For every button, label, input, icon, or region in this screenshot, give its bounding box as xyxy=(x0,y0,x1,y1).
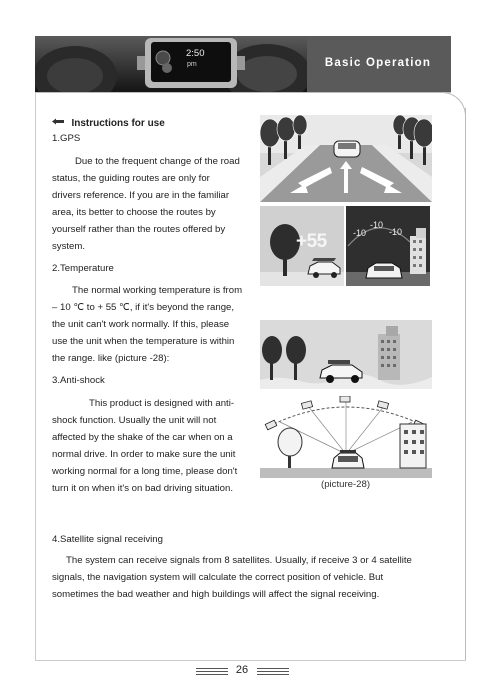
temperature-line-4: use the unit when the temperature is within xyxy=(52,336,235,347)
gps-line-6: system. xyxy=(52,241,86,252)
antishock-line-1: This product is designed with anti- xyxy=(89,398,235,409)
frame-right-line xyxy=(465,108,466,660)
temperature-line-1: The normal working temperature is from xyxy=(72,285,243,296)
gps-line-3: drivers reference. If you are in the familiar xyxy=(52,190,230,201)
temperature-line-5: the range. like (picture -28): xyxy=(52,353,170,364)
satellite-heading: 4.Satellite signal receiving xyxy=(52,534,163,545)
section-title-text: Instructions for use xyxy=(71,118,165,129)
gps-line-1: Due to the frequent change of the road xyxy=(75,156,240,167)
satellite-line-3: sometimes the bad weather and high buildings will affect the signal receiving. xyxy=(52,589,380,600)
temperature-heading: 2.Temperature xyxy=(52,263,114,274)
header-dashboard-photo xyxy=(35,36,307,92)
antishock-line-5: working normal for a long time, please don't xyxy=(52,466,238,477)
page-number: 26 xyxy=(235,664,249,676)
footer-rule-left xyxy=(196,668,228,675)
gps-paragraph xyxy=(52,153,249,255)
temperature-line-2: – 10 ℃ to + 55 ℃, if it's beyond the range, xyxy=(52,302,235,313)
temperature-cold-illustration xyxy=(346,206,430,286)
temperature-cold-value-1: -10 xyxy=(353,228,367,238)
satellite-line-2: signals, the navigation system will calculate the correct position of vehicle. But xyxy=(52,572,384,583)
antishock-heading: 3.Anti-shock xyxy=(52,375,105,386)
header-screen-time: 2:50 xyxy=(186,48,205,59)
temperature-paragraph xyxy=(52,282,249,367)
frame-bottom-line xyxy=(35,660,466,661)
page-title: Basic Operation xyxy=(324,57,432,69)
antishock-line-3: affected by the shake of the car when on a xyxy=(52,432,233,443)
gps-heading: 1.GPS xyxy=(52,133,81,144)
footer-rule-right xyxy=(257,668,289,675)
temperature-line-3: the unit can't work normally. If this, please xyxy=(52,319,230,330)
figure-caption: (picture-28) xyxy=(321,479,371,490)
header-screen-ampm: pm xyxy=(187,61,197,68)
antishock-line-2: shock function. Usually the unit will not xyxy=(52,415,217,426)
gps-line-4: area, its better to choose the routes by xyxy=(52,207,216,218)
frame-left-line xyxy=(35,92,36,660)
temperature-cold-value-3: -10 xyxy=(389,227,403,237)
temperature-hot-illustration xyxy=(260,206,344,286)
gps-line-5: yourself rather than the routes offered by xyxy=(52,224,226,235)
pencil-icon xyxy=(52,117,67,126)
antishock-line-6: turn it on when it's on bad driving situation. xyxy=(52,483,234,494)
antishock-paragraph xyxy=(52,395,249,497)
antishock-line-4: normal drive. In order to make sure the unit xyxy=(52,449,236,460)
temperature-hot-value: +55 xyxy=(296,231,327,252)
frame-top-line xyxy=(35,92,451,93)
satellite-line-1: The system can receive signals from 8 satellites. Usually, if receive 3 or 4 satellite xyxy=(66,555,412,566)
satellite-illustration xyxy=(260,396,432,478)
antishock-illustration xyxy=(260,320,432,389)
gps-road-illustration xyxy=(260,115,432,202)
section-title xyxy=(52,113,165,131)
temperature-cold-value-2: -10 xyxy=(370,220,384,230)
gps-line-2: status, the guiding routes are only for xyxy=(52,173,210,184)
satellite-paragraph xyxy=(52,552,433,603)
